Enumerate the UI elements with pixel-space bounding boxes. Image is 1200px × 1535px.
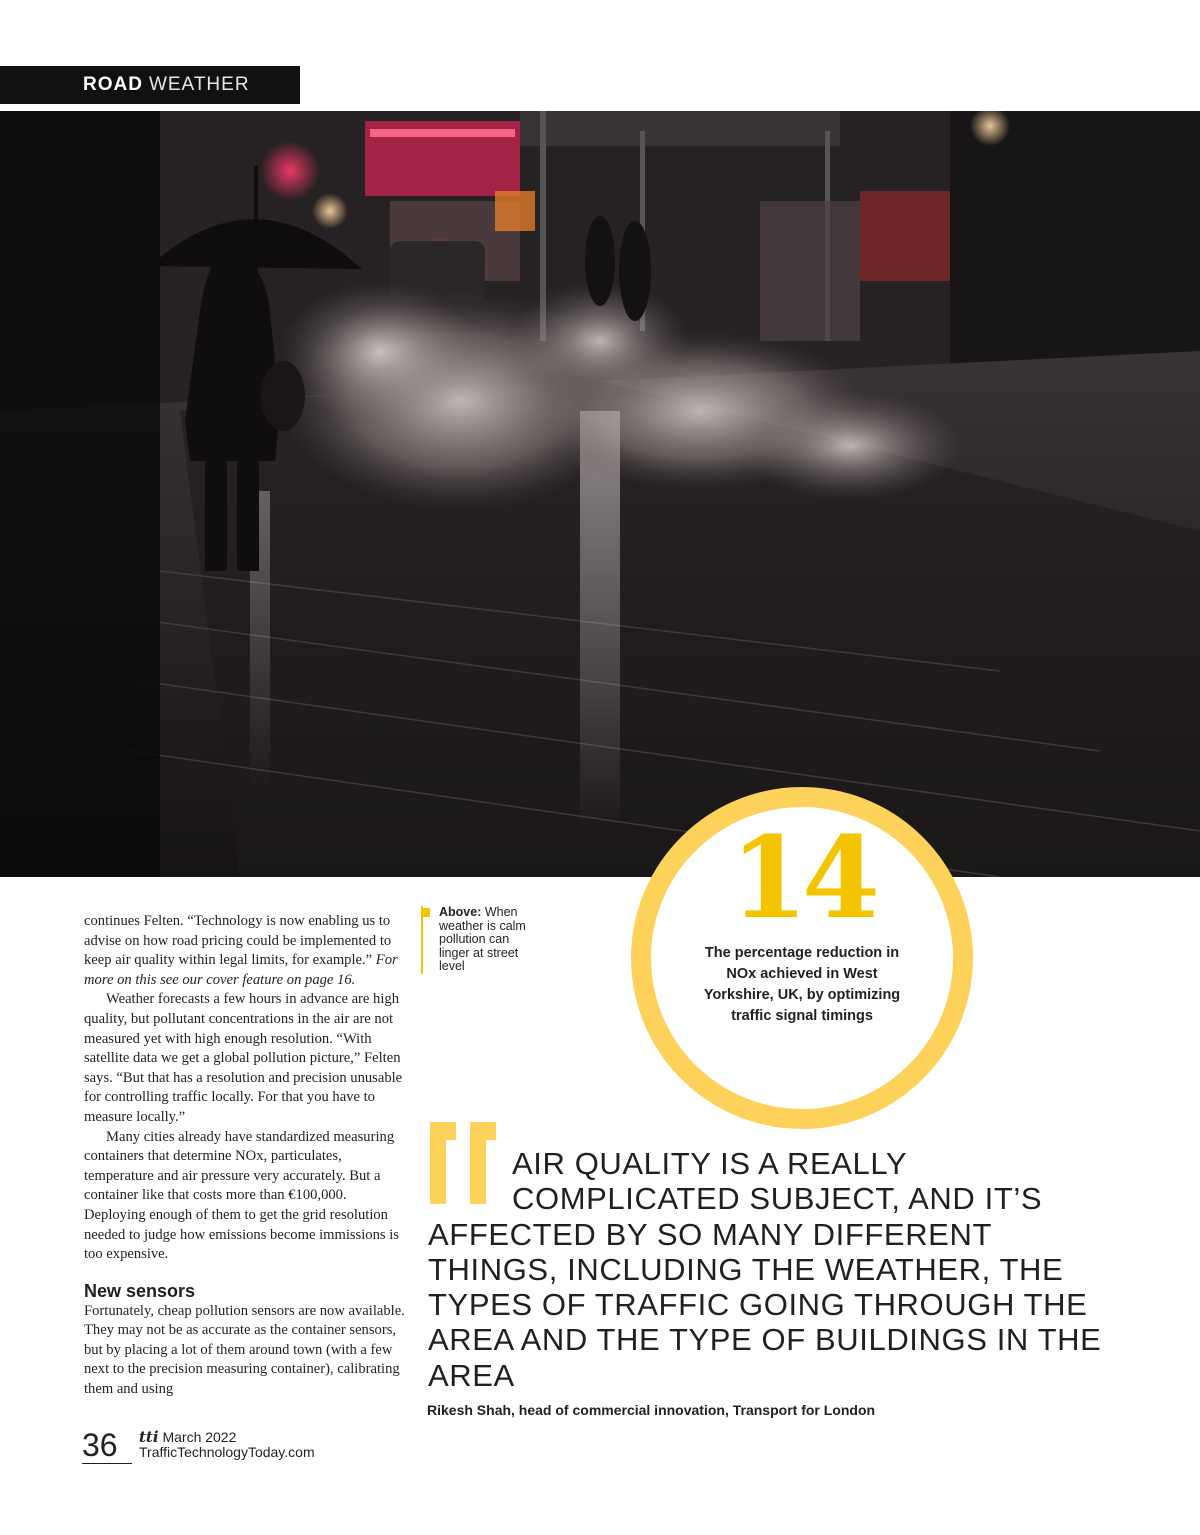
photo-caption: [421, 906, 531, 974]
footer-meta: [139, 1430, 315, 1460]
pull-quote-rest: AFFECTED BY SO MANY DIFFERENT THINGS, INCLUDING THE WEATHER, THE TYPES OF TRAFFIC GOING THROUGH THE AREA AND THE TYPE OF BUILDINGS IN THE AREA: [428, 1216, 1102, 1393]
caption-label: Above:: [439, 905, 482, 919]
hero-photo: [0, 111, 1200, 877]
caption-marker-icon: [421, 908, 430, 917]
page-number: 36: [82, 1427, 118, 1463]
paragraph-4: Fortunately, cheap pollution sensors are now available. They may not be as accurate as the container sensors, but by placing a lot of them around town (with a few next to the precision measuring container), calibrating them and using: [84, 1302, 405, 1398]
paragraph-1: [84, 912, 406, 990]
page-footer: [82, 1428, 482, 1498]
magazine-logo: tti: [139, 1428, 159, 1446]
section-tab: [0, 66, 300, 104]
paragraph-3: Many cities already have standardized measuring containers that determine NOx, particulates, temperature and air pressure very accurately. But a container like that costs more than €100,000. Deploying enough of them to get the grid resolution needed to judge how emissions become immissions is too expensive.: [84, 1128, 399, 1263]
paragraph-1-text: continues Felten. “Technology is now enabling us to advise on how road pricing could be implemented to keep air quality within legal limits, for example.”: [84, 913, 392, 969]
pull-quote: [428, 1146, 1118, 1393]
section-label-light: WEATHER: [148, 74, 250, 95]
stat-description: The percentage reduction in NOx achieved in West Yorkshire, UK, by optimizing traffic signal timings: [703, 945, 901, 1024]
cover-feature-reference: For more on this see our cover feature on page 16.: [84, 952, 398, 988]
subhead-new-sensors: New sensors: [84, 1280, 196, 1301]
page-number-rule: [82, 1463, 132, 1464]
section-label-bold: ROAD: [83, 74, 143, 95]
caption-text: When weather is calm pollution can linger at street level: [439, 905, 526, 973]
pull-quote-line-1: AIR QUALITY IS A REALLY: [512, 1146, 908, 1181]
quote-attribution: Rikesh Shah, head of commercial innovation, Transport for London: [427, 1402, 876, 1418]
pull-quote-line-2: COMPLICATED SUBJECT, AND IT’S: [512, 1181, 1043, 1217]
stat-number: 14: [730, 813, 874, 944]
issue-date: March 2022: [158, 1429, 237, 1445]
stat-callout: [631, 787, 973, 1129]
paragraph-2: Weather forecasts a few hours in advance are high quality, but pollutant concentrations in the air are not measured yet with high enough resolution. “With satellite data we get a global pollution picture,” Felten says. “But that has a resolution and precision unusable for controlling traffic locally. For that you have to measure locally.”: [84, 991, 403, 1125]
website-link[interactable]: TrafficTechnologyToday.com: [139, 1444, 315, 1460]
body-text-column: [84, 912, 406, 1400]
